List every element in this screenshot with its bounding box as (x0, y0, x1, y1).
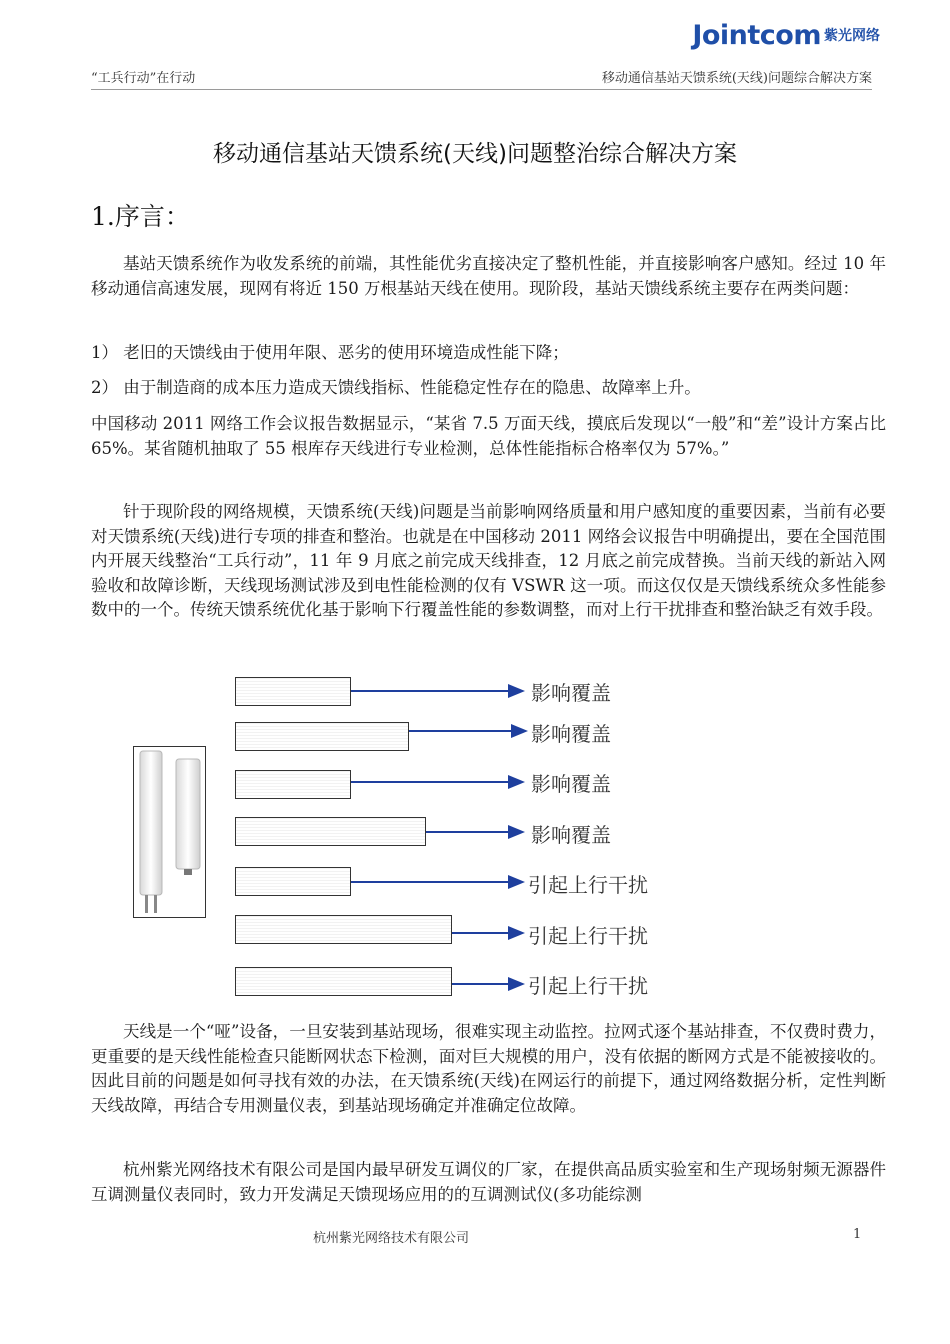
logo-mark: Jointcom (692, 20, 821, 51)
document-title: 移动通信基站天馈系统(天线)问题整治综合解决方案 (213, 141, 737, 167)
paragraph-background: 针于现阶段的网络规模，天馈系统(天线)问题是当前影响网络质量和用户感知度的重要因素，当前有必要对天馈系统(天线)进行专项的排查和整治。也就是在中国移动 2011 网络会议报告中明确提出，要在全国范围内开展天线整治“工兵行动”，11 年 9 月底之前完成天线排查，12 月底之前完成替换。当前天线的新站入网验收和故障诊断，天线现场测试涉及到电性能检测的仅有 VSWR 这一项。而这仅仅是天馈线系统众多性能参数中的一个。传统天馈系统优化基于影响下行覆盖性能的参数调整，而对上行干扰排查和整治缺乏有效手段。 (91, 502, 886, 619)
paragraph-statistics: 中国移动 2011 网络工作会议报告数据显示，“某省 7.5 万面天线，摸底后发现以“一般”和“差”设计方案占比 65%。某省随机抽取了 55 根库存天线进行专业检测，总体性能指标合格率仅为 57%。” (91, 414, 886, 458)
figure-label-4: 影响覆盖 (531, 823, 611, 847)
header-divider (91, 89, 872, 90)
figure-label-5: 引起上行干扰 (528, 873, 648, 897)
list-item-1: 1） 老旧的天馈线由于使用年限、恶劣的使用环境造成性能下降； (91, 343, 569, 362)
list-item-2: 2） 由于制造商的成本压力造成天馈线指标、性能稳定性存在的隐患、故障率上升。 (91, 378, 701, 397)
footer-company: 杭州紫光网络技术有限公司 (313, 1231, 470, 1246)
paragraph-problem: 天线是一个“哑”设备，一旦安装到基站现场，很难实现主动监控。拉网式逐个基站排查，不仅费时费力，更重要的是天线性能检查只能断网状态下检测，面对巨大规模的用户，没有依据的断网方式是不能被接收的。因此目前的问题是如何寻找有效的办法，在天馈系统(天线)在网运行的前提下，通过网络数据分析，定性判断天线故障，再结合专用测量仪表，到基站现场确定并准确定位故障。 (91, 1022, 886, 1115)
header-right-text: 移动通信基站天馈系统(天线)问题综合解决方案 (601, 71, 872, 86)
figure-label-1: 影响覆盖 (531, 681, 611, 705)
figure-label-3: 影响覆盖 (531, 772, 611, 796)
figure-label-7: 引起上行干扰 (528, 974, 648, 998)
paragraph-company: 杭州紫光网络技术有限公司是国内最早研发互调仪的厂家，在提供高品质实验室和生产现场射频无源器件互调测量仪表同时，致力开发满足天馈现场应用的的互调测试仪(多功能综测 (91, 1160, 886, 1204)
section-heading: 1.序言： (91, 202, 190, 231)
figure-label-6: 引起上行干扰 (528, 924, 648, 948)
paragraph-intro: 基站天馈系统作为收发系统的前端，其性能优劣直接决定了整机性能，并直接影响客户感知。经过 10 年移动通信高速发展，现网有将近 150 万根基站天线在使用。现阶段，基站天馈线系统主要存在两类问题： (91, 254, 886, 298)
antenna-problem-figure (133, 668, 693, 1008)
figure-label-2: 影响覆盖 (531, 722, 611, 746)
logo-cn-text: 紫光网络 (824, 28, 880, 44)
page-number: 1 (853, 1227, 862, 1242)
company-logo (692, 18, 880, 54)
header-left-text: “工兵行动”在行动 (91, 71, 196, 86)
